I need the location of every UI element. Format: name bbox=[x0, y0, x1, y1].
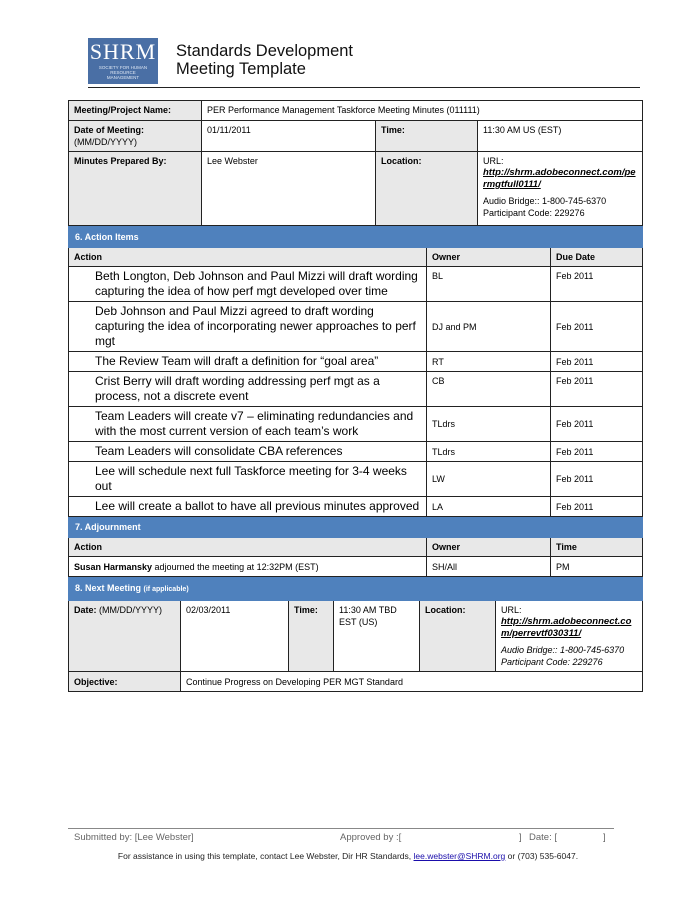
prepared-label: Minutes Prepared By: bbox=[69, 152, 202, 226]
note-prefix: For assistance in using this template, contact Lee Webster, Dir HR Standards, bbox=[117, 851, 412, 861]
objective-label: Objective: bbox=[69, 672, 181, 692]
table-row bbox=[69, 462, 643, 497]
action-text: Team Leaders will consolidate CBA references bbox=[69, 442, 427, 462]
next-meeting-table bbox=[68, 577, 643, 692]
due-cell: Feb 2011 bbox=[551, 497, 643, 517]
owner-cell: LA bbox=[427, 497, 551, 517]
owner-cell: RT bbox=[427, 352, 551, 372]
adjourner-name: Susan Harmansky bbox=[74, 561, 153, 572]
logo-letters: SHRM bbox=[89, 39, 157, 64]
url-label: URL: bbox=[483, 156, 504, 166]
title-line-1: Standards Development bbox=[176, 42, 354, 60]
adjournment-section-title: 7. Adjournment bbox=[69, 517, 643, 538]
adjournment-owner-header: Owner bbox=[427, 538, 551, 557]
owner-cell: BL bbox=[427, 267, 551, 302]
owner-cell: DJ and PM bbox=[427, 302, 551, 352]
next-time-label: Time: bbox=[289, 601, 334, 672]
next-date-label: Date: bbox=[74, 605, 97, 615]
next-location-label: Location: bbox=[420, 601, 496, 672]
action-text: Team Leaders will create v7 – eliminating redundancies and with the most current version of each team’s work bbox=[69, 407, 427, 442]
action-col-header: Action bbox=[69, 248, 427, 267]
adjournment-action-header: Action bbox=[69, 538, 427, 557]
email-link[interactable]: lee.webster@SHRM.org bbox=[413, 851, 506, 861]
due-cell: Feb 2011 bbox=[551, 462, 643, 497]
table-row bbox=[69, 352, 643, 372]
approved-close: ] bbox=[519, 832, 522, 843]
objective-value: Continue Progress on Developing PER MGT Standard bbox=[181, 672, 643, 692]
owner-cell: TLdrs bbox=[427, 407, 551, 442]
shrm-logo bbox=[88, 38, 158, 84]
page-footer bbox=[68, 828, 614, 861]
assistance-note bbox=[68, 851, 628, 861]
adjournment-time-header: Time bbox=[551, 538, 643, 557]
adjournment-detail: adjourned the meeting at 12:32PM (EST) bbox=[152, 561, 319, 572]
action-text: Lee will schedule next full Taskforce meeting for 3-4 weeks out bbox=[69, 462, 427, 497]
next-meeting-note: (if applicable) bbox=[143, 586, 189, 593]
project-label: Meeting/Project Name: bbox=[69, 101, 202, 121]
time-label: Time: bbox=[376, 121, 478, 152]
action-text: Crist Berry will draft wording addressing perf mgt as a process, not a discrete event bbox=[69, 372, 427, 407]
due-cell: Feb 2011 bbox=[551, 407, 643, 442]
due-cell: Feb 2011 bbox=[551, 302, 643, 352]
location-value bbox=[478, 152, 643, 226]
meeting-url-link[interactable]: http://shrm.adobeconnect.com/permgtfull0111/ bbox=[483, 167, 636, 190]
next-meeting-section-title bbox=[69, 578, 643, 601]
due-cell: Feb 2011 bbox=[551, 267, 643, 302]
approved-by: Approved by :[ bbox=[340, 832, 402, 843]
next-url-label: URL: bbox=[501, 605, 522, 615]
action-items-table bbox=[68, 226, 643, 577]
owner-cell: TLdrs bbox=[427, 442, 551, 462]
location-label: Location: bbox=[376, 152, 478, 226]
next-date-format: (MM/DD/YYYY) bbox=[96, 605, 163, 615]
submitted-by: Submitted by: [Lee Webster] bbox=[74, 832, 194, 843]
adjournment-row bbox=[69, 557, 643, 577]
prepared-value: Lee Webster bbox=[202, 152, 376, 226]
next-time-value: 11:30 AM TBD EST (US) bbox=[334, 601, 420, 672]
note-suffix: or (703) 535-6047. bbox=[507, 851, 579, 861]
action-text: Deb Johnson and Paul Mizzi agreed to draft wording capturing the idea of incorporating newer approaches to perf mgt bbox=[69, 302, 427, 352]
header-divider bbox=[88, 87, 640, 88]
date-value: 01/11/2011 bbox=[202, 121, 376, 152]
next-meeting-url-link[interactable]: http://shrm.adobeconnect.com/perrevtf030311/ bbox=[501, 616, 632, 639]
action-text: Beth Longton, Deb Johnson and Paul Mizzi will draft wording capturing the idea of how perf mgt developed over time bbox=[69, 267, 427, 302]
due-cell: Feb 2011 bbox=[551, 372, 643, 407]
project-value: PER Performance Management Taskforce Meeting Minutes (011111) bbox=[202, 101, 643, 121]
logo-tagline: SOCIETY FOR HUMAN RESOURCE MANAGEMENT bbox=[98, 65, 148, 80]
table-row bbox=[69, 302, 643, 352]
next-date-label-cell bbox=[69, 601, 181, 672]
action-items-section-title: 6. Action Items bbox=[69, 227, 643, 248]
table-row bbox=[69, 372, 643, 407]
action-text: Lee will create a ballot to have all previous minutes approved bbox=[69, 497, 427, 517]
audio-bridge: Audio Bridge:: 1-800-745-6370 bbox=[483, 196, 607, 206]
date-label: Date of Meeting: bbox=[74, 125, 145, 135]
owner-cell: CB bbox=[427, 372, 551, 407]
time-value: 11:30 AM US (EST) bbox=[478, 121, 643, 152]
due-cell: Feb 2011 bbox=[551, 352, 643, 372]
date-close: ] bbox=[603, 832, 606, 843]
adjournment-text bbox=[69, 557, 427, 577]
table-row bbox=[69, 497, 643, 517]
next-audio-bridge: Audio Bridge:: 1-800-745-6370 bbox=[501, 645, 625, 655]
page-header bbox=[88, 38, 640, 88]
owner-col-header: Owner bbox=[427, 248, 551, 267]
adjournment-time: PM bbox=[551, 557, 643, 577]
next-date-value: 02/03/2011 bbox=[181, 601, 289, 672]
title-line-2: Meeting Template bbox=[176, 60, 306, 78]
meeting-document bbox=[68, 100, 642, 692]
next-meeting-title: 8. Next Meeting bbox=[75, 583, 142, 593]
table-row bbox=[69, 267, 643, 302]
document-title bbox=[176, 42, 353, 78]
next-location-value bbox=[496, 601, 643, 672]
due-cell: Feb 2011 bbox=[551, 442, 643, 462]
footer-divider bbox=[68, 828, 614, 829]
date-format: (MM/DD/YYYY) bbox=[74, 137, 137, 147]
adjournment-owner: SH/All bbox=[427, 557, 551, 577]
due-col-header: Due Date bbox=[551, 248, 643, 267]
date-label-cell bbox=[69, 121, 202, 152]
participant-code: Participant Code: 229276 bbox=[483, 208, 585, 218]
meeting-info-table bbox=[68, 100, 643, 226]
owner-cell: LW bbox=[427, 462, 551, 497]
table-row bbox=[69, 407, 643, 442]
table-row bbox=[69, 442, 643, 462]
date-field: Date: [ bbox=[529, 832, 557, 843]
next-participant-code: Participant Code: 229276 bbox=[501, 657, 603, 667]
signature-row bbox=[68, 832, 614, 846]
action-text: The Review Team will draft a definition for “goal area” bbox=[69, 352, 427, 372]
